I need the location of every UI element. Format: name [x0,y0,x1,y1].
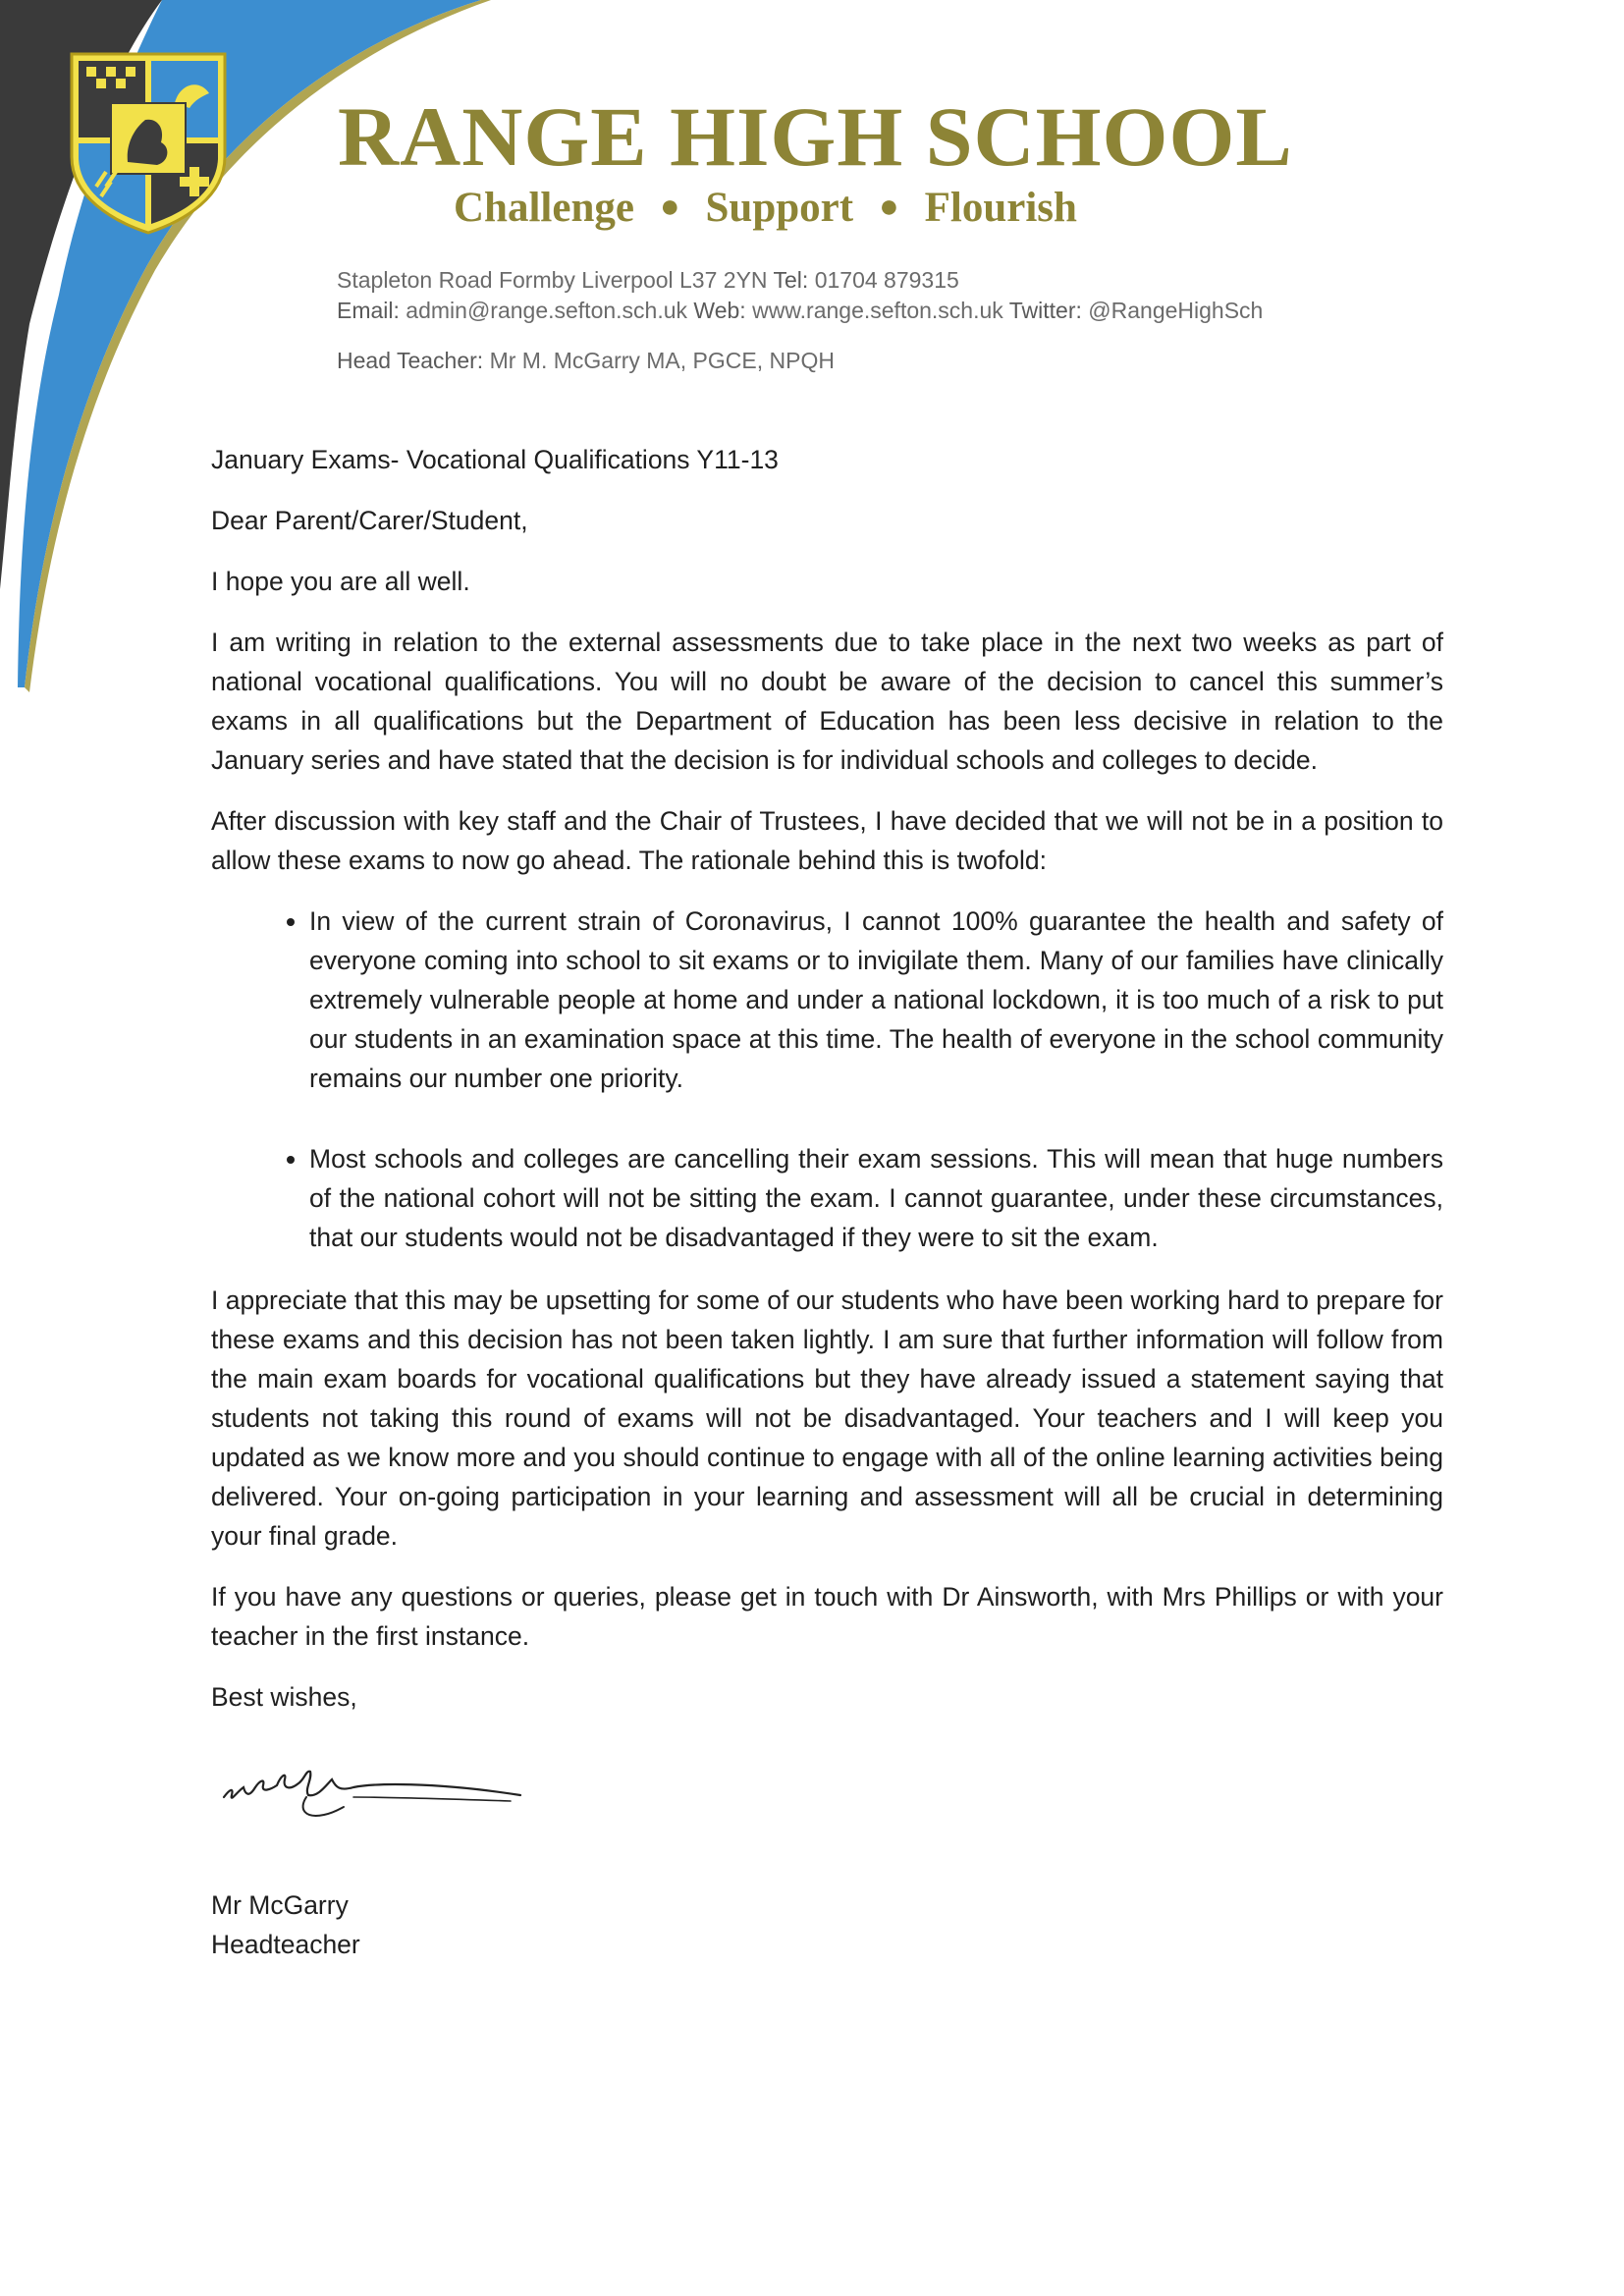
web-address[interactable]: www.range.sefton.sch.uk [752,298,1003,323]
handwritten-signature [216,1758,530,1846]
letter-paragraph: I hope you are all well. [211,567,470,596]
school-address: Stapleton Road Formby Liverpool L37 2YN [337,267,768,293]
motto-word-flourish: Flourish [924,185,1077,231]
tel-label: Tel: [773,267,809,293]
motto-word-support: Support [705,185,854,231]
twitter-handle[interactable]: @RangeHighSch [1088,298,1264,323]
rationale-item: • Most schools and colleges are cancelling their exam sessions. This will mean that huge numbers of the national cohort will not be sitting the exam. I cannot guarantee, under these circumstances, that our students would not be disadvantaged if they were to sit the exam. [309,1139,1443,1257]
email-label: Email: [337,298,400,323]
contact-line-address [337,269,959,292]
head-teacher-label: Head Teacher: [337,348,484,373]
head-teacher-line [337,350,835,372]
signatory-name: Mr McGarry [211,1890,349,1920]
school-name: RANGE HIGH SCHOOL [338,89,1293,184]
motto-separator-dot: ● [879,189,899,225]
letter-paragraph: If you have any questions or queries, please get in touch with Dr Ainsworth, with Mrs Phillips or with your teacher in the first instance. [211,1582,1443,1651]
letter-body [211,440,1443,1738]
motto-separator-dot: ● [659,189,680,225]
signatory-block [211,1886,360,1964]
letter-paragraph: I am writing in relation to the external assessments due to take place in the next two weeks as part of national vocational qualifications. You will no doubt be aware of the decision to cancel this summer’s exams in all qualifications but the Department of Education has been less decisive in relation to the January series and have stated that the decision is for individual schools and colleges to decide. [211,628,1443,775]
letter-salutation: Dear Parent/Carer/Student, [211,506,528,535]
school-motto [454,187,1077,229]
contact-line-online [337,300,1263,322]
letter-paragraph: I appreciate that this may be upsetting for some of our students who have been working hard to prepare for these exams and this decision has not been taken lightly. I am sure that further information will follow from the main exam boards for vocational qualifications but they have already issued a statement saying that students not taking this round of exams will not be disadvantaged. Your teachers and I will keep you updated as we know more and you should continue to engage with all of the online learning activities being delivered. Your on-going participation in your learning and assessment will all be crucial in determining your final grade. [211,1285,1443,1551]
tel-number: 01704 879315 [814,267,959,293]
letter-subject: January Exams- Vocational Qualifications Y11-13 [211,445,779,474]
head-teacher-name: Mr M. McGarry MA, PGCE, NPQH [489,348,835,373]
rationale-item: • In view of the current strain of Coronavirus, I cannot 100% guarantee the health and safety of everyone coming into school to sit exams or to invigilate them. Many of our families have clinically extremely vulnerable people at home and under a national lockdown, it is too much of a risk to put our students in an examination space at this time. The health of everyone in the school community remains our number one priority. [309,902,1443,1098]
letter-closing: Best wishes, [211,1682,357,1712]
twitter-label: Twitter: [1008,298,1082,323]
school-crest-logo [67,49,230,236]
letter-paragraph: After discussion with key staff and the Chair of Trustees, I have decided that we will not be in a position to allow these exams to now go ahead. The rationale behind this is twofold: [211,806,1443,875]
web-label: Web: [693,298,746,323]
email-address[interactable]: admin@range.sefton.sch.uk [406,298,688,323]
motto-word-challenge: Challenge [454,185,634,231]
rationale-list [211,902,1443,1257]
signatory-title: Headteacher [211,1930,360,1959]
